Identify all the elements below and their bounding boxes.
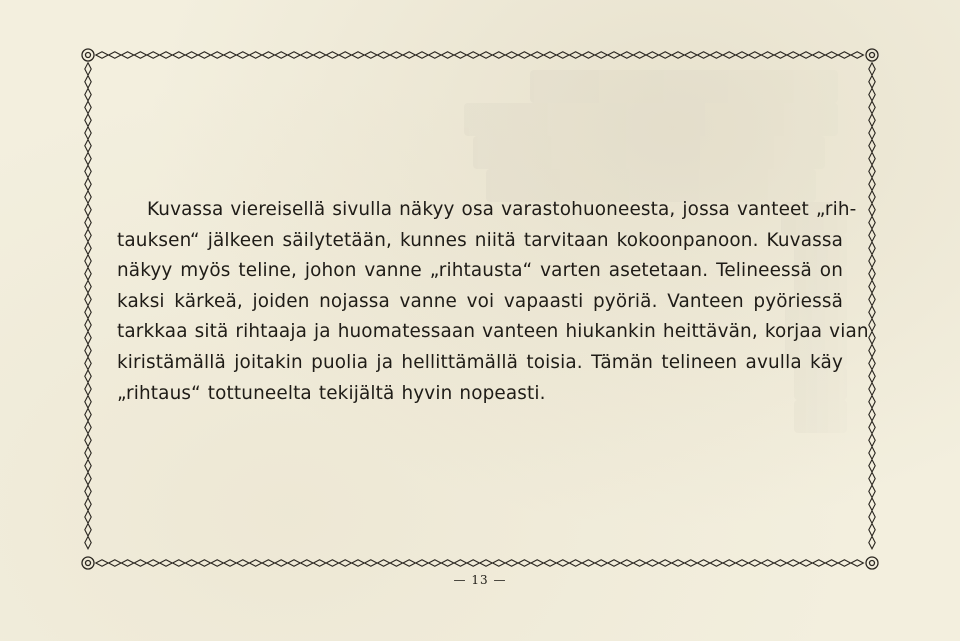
chain-link <box>121 560 133 566</box>
chain-link <box>869 511 875 523</box>
chain-link <box>377 52 389 58</box>
chain-link <box>249 560 261 566</box>
chain-link <box>869 370 875 382</box>
chain-link <box>467 560 479 566</box>
chain-link <box>85 127 91 139</box>
chain-link <box>608 560 620 566</box>
chain-link <box>633 560 645 566</box>
chain-link <box>85 204 91 216</box>
chain-link <box>288 560 300 566</box>
chain-link <box>869 268 875 280</box>
chain-link <box>710 560 722 566</box>
chain-link <box>531 560 543 566</box>
chain-link <box>582 52 594 58</box>
chain-link <box>869 498 875 510</box>
chain-link <box>134 560 146 566</box>
corner-ornament <box>82 49 94 61</box>
paragraph-line: tauksen“ jälkeen säilytetään, kunnes niitä tarvitaan kokoonpanoon. Kuvassa <box>117 229 843 251</box>
corner-ornament-center <box>86 561 91 566</box>
chain-link <box>313 560 325 566</box>
chain-link <box>85 472 91 484</box>
chain-link <box>723 52 735 58</box>
chain-link <box>869 127 875 139</box>
chain-link <box>557 560 569 566</box>
chain-link <box>85 524 91 536</box>
chain-link <box>813 52 825 58</box>
chain-link <box>377 560 389 566</box>
chain-link <box>749 52 761 58</box>
chain-link <box>869 152 875 164</box>
chain-link <box>851 52 863 58</box>
chain-link <box>869 421 875 433</box>
chain-link <box>85 88 91 100</box>
chain-link <box>869 114 875 126</box>
chain-link <box>390 560 402 566</box>
chain-link <box>608 52 620 58</box>
chain-link <box>869 242 875 254</box>
paragraph-line: näkyy myös teline, johon vanne „rihtausta“ varten asetetaan. Telineessä on <box>117 260 843 282</box>
chain-link <box>301 52 313 58</box>
chain-link <box>275 560 287 566</box>
chain-link <box>869 101 875 113</box>
chain-link <box>869 460 875 472</box>
chain-link <box>869 319 875 331</box>
chain-link <box>85 383 91 395</box>
chain-link <box>85 511 91 523</box>
chain-link <box>96 52 108 58</box>
chain-link <box>85 268 91 280</box>
chain-link <box>441 52 453 58</box>
chain-link <box>237 560 249 566</box>
chain-link <box>85 306 91 318</box>
chain-link <box>869 293 875 305</box>
chain-link <box>211 560 223 566</box>
chain-link <box>339 52 351 58</box>
chain-link <box>198 560 210 566</box>
paragraph-line: Kuvassa viereisellä sivulla näkyy osa varastohuoneesta, jossa vanteet „rih- <box>147 199 857 220</box>
corner-ornament <box>866 557 878 569</box>
chain-link <box>646 52 658 58</box>
chain-link <box>838 560 850 566</box>
chain-link <box>301 560 313 566</box>
chain-link <box>774 560 786 566</box>
chain-link <box>85 216 91 228</box>
chain-link <box>134 52 146 58</box>
chain-link <box>813 560 825 566</box>
chain-link <box>85 63 91 75</box>
chain-link <box>518 560 530 566</box>
chain-link <box>736 560 748 566</box>
chain-link <box>672 560 684 566</box>
chain-link <box>869 88 875 100</box>
paragraph-line: kaksi kärkeä, joiden nojassa vanne voi vapaasti pyöriä. Vanteen pyöriessä <box>117 290 843 312</box>
chain-link <box>85 344 91 356</box>
chain-link <box>224 52 236 58</box>
chain-link <box>85 408 91 420</box>
chain-link <box>365 52 377 58</box>
chain-link <box>352 560 364 566</box>
chain-link <box>109 560 121 566</box>
chain-link <box>403 560 415 566</box>
chain-link <box>365 560 377 566</box>
chain-link <box>869 76 875 88</box>
chain-link <box>869 204 875 216</box>
chain-link <box>85 434 91 446</box>
chain-link <box>869 408 875 420</box>
chain-link <box>121 52 133 58</box>
chain-link <box>85 255 91 267</box>
chain-link <box>211 52 223 58</box>
chain-link <box>85 178 91 190</box>
chain-link <box>85 229 91 241</box>
chain-link <box>85 332 91 344</box>
chain-link <box>869 472 875 484</box>
chain-link <box>869 332 875 344</box>
chain-link <box>869 524 875 536</box>
chain-link <box>85 191 91 203</box>
chain-link <box>454 560 466 566</box>
paragraph-line: „rihtaus“ tottuneelta tekijältä hyvin nopeasti. <box>117 382 546 404</box>
chain-link <box>85 370 91 382</box>
chain-link <box>173 560 185 566</box>
chain-link <box>85 152 91 164</box>
chain-link <box>313 52 325 58</box>
chain-link <box>480 560 492 566</box>
corner-ornament <box>866 49 878 61</box>
chain-link <box>185 52 197 58</box>
chain-link <box>518 52 530 58</box>
chain-link <box>646 560 658 566</box>
chain-link <box>825 52 837 58</box>
chain-link <box>224 560 236 566</box>
chain-link <box>85 396 91 408</box>
chain-link <box>697 52 709 58</box>
corner-ornament-center <box>870 53 875 58</box>
chain-link <box>595 560 607 566</box>
chain-link <box>85 140 91 152</box>
chain-link <box>160 52 172 58</box>
chain-link <box>869 344 875 356</box>
chain-link <box>160 560 172 566</box>
chain-link <box>429 52 441 58</box>
paragraph-line: kiristämällä joitakin puolia ja hellittämällä toisia. Tämän telineen avulla käy <box>117 351 843 373</box>
chain-link <box>173 52 185 58</box>
chain-link <box>467 52 479 58</box>
chain-link <box>544 52 556 58</box>
paragraph-line: tarkkaa sitä rihtaaja ja huomatessaan vanteen hiukankin heittävän, korjaa vian <box>117 321 869 343</box>
chain-link <box>869 357 875 369</box>
chain-link <box>869 434 875 446</box>
chain-link <box>672 52 684 58</box>
chain-link <box>493 52 505 58</box>
chain-link <box>869 255 875 267</box>
chain-link <box>326 560 338 566</box>
chain-link <box>262 52 274 58</box>
chain-link <box>85 319 91 331</box>
chain-link <box>869 306 875 318</box>
chain-link <box>659 560 671 566</box>
corner-ornament-center <box>86 53 91 58</box>
chain-link <box>825 560 837 566</box>
chain-link <box>416 560 428 566</box>
chain-link <box>480 52 492 58</box>
chain-link <box>85 293 91 305</box>
chain-link <box>761 52 773 58</box>
chain-link <box>505 560 517 566</box>
chain-link <box>352 52 364 58</box>
chain-link <box>85 498 91 510</box>
chain-link <box>869 447 875 459</box>
chain-link <box>339 560 351 566</box>
chain-link <box>869 63 875 75</box>
chain-link <box>736 52 748 58</box>
chain-link <box>85 485 91 497</box>
chain-link <box>288 52 300 58</box>
chain-link <box>621 52 633 58</box>
chain-link <box>659 52 671 58</box>
chain-link <box>429 560 441 566</box>
chain-link <box>869 396 875 408</box>
chain-link <box>237 52 249 58</box>
chain-link <box>96 560 108 566</box>
chain-link <box>621 560 633 566</box>
chain-link <box>403 52 415 58</box>
chain-link <box>493 560 505 566</box>
chain-link <box>85 447 91 459</box>
chain-link <box>774 52 786 58</box>
chain-link <box>851 560 863 566</box>
chain-link <box>569 52 581 58</box>
chain-link <box>685 52 697 58</box>
chain-link <box>109 52 121 58</box>
chain-link <box>869 280 875 292</box>
chain-link <box>85 242 91 254</box>
chain-link <box>85 76 91 88</box>
chain-link <box>869 383 875 395</box>
chain-link <box>800 52 812 58</box>
chain-link <box>869 191 875 203</box>
chain-link <box>544 560 556 566</box>
chain-link <box>869 140 875 152</box>
chain-link <box>147 560 159 566</box>
chain-link <box>595 52 607 58</box>
chain-link <box>85 165 91 177</box>
chain-link <box>723 560 735 566</box>
chain-link <box>454 52 466 58</box>
chain-link <box>869 216 875 228</box>
corner-ornament-center <box>870 561 875 566</box>
chain-link <box>869 178 875 190</box>
chain-link <box>761 560 773 566</box>
chain-link <box>557 52 569 58</box>
chain-link <box>416 52 428 58</box>
chain-link <box>787 560 799 566</box>
chain-link <box>869 536 875 548</box>
chain-link <box>85 460 91 472</box>
page-number: — 13 — <box>453 573 507 587</box>
chain-link <box>147 52 159 58</box>
chain-link <box>262 560 274 566</box>
chain-link <box>633 52 645 58</box>
chain-link <box>85 101 91 113</box>
chain-link <box>685 560 697 566</box>
chain-link <box>569 560 581 566</box>
chain-link <box>85 357 91 369</box>
chain-link <box>697 560 709 566</box>
chain-link <box>326 52 338 58</box>
chain-link <box>869 165 875 177</box>
chain-link <box>787 52 799 58</box>
corner-ornament <box>82 557 94 569</box>
chain-link <box>441 560 453 566</box>
chain-link <box>749 560 761 566</box>
chain-link <box>869 229 875 241</box>
chain-link <box>505 52 517 58</box>
chain-link <box>582 560 594 566</box>
chain-link <box>85 280 91 292</box>
chain-link <box>249 52 261 58</box>
chain-link <box>800 560 812 566</box>
chain-link <box>390 52 402 58</box>
paragraph <box>117 195 869 409</box>
chain-link <box>710 52 722 58</box>
chain-link <box>838 52 850 58</box>
chain-link <box>185 560 197 566</box>
chain-link <box>869 485 875 497</box>
chain-link <box>531 52 543 58</box>
chain-link <box>85 114 91 126</box>
chain-link <box>85 536 91 548</box>
chain-link <box>275 52 287 58</box>
chain-link <box>85 421 91 433</box>
chain-link <box>198 52 210 58</box>
